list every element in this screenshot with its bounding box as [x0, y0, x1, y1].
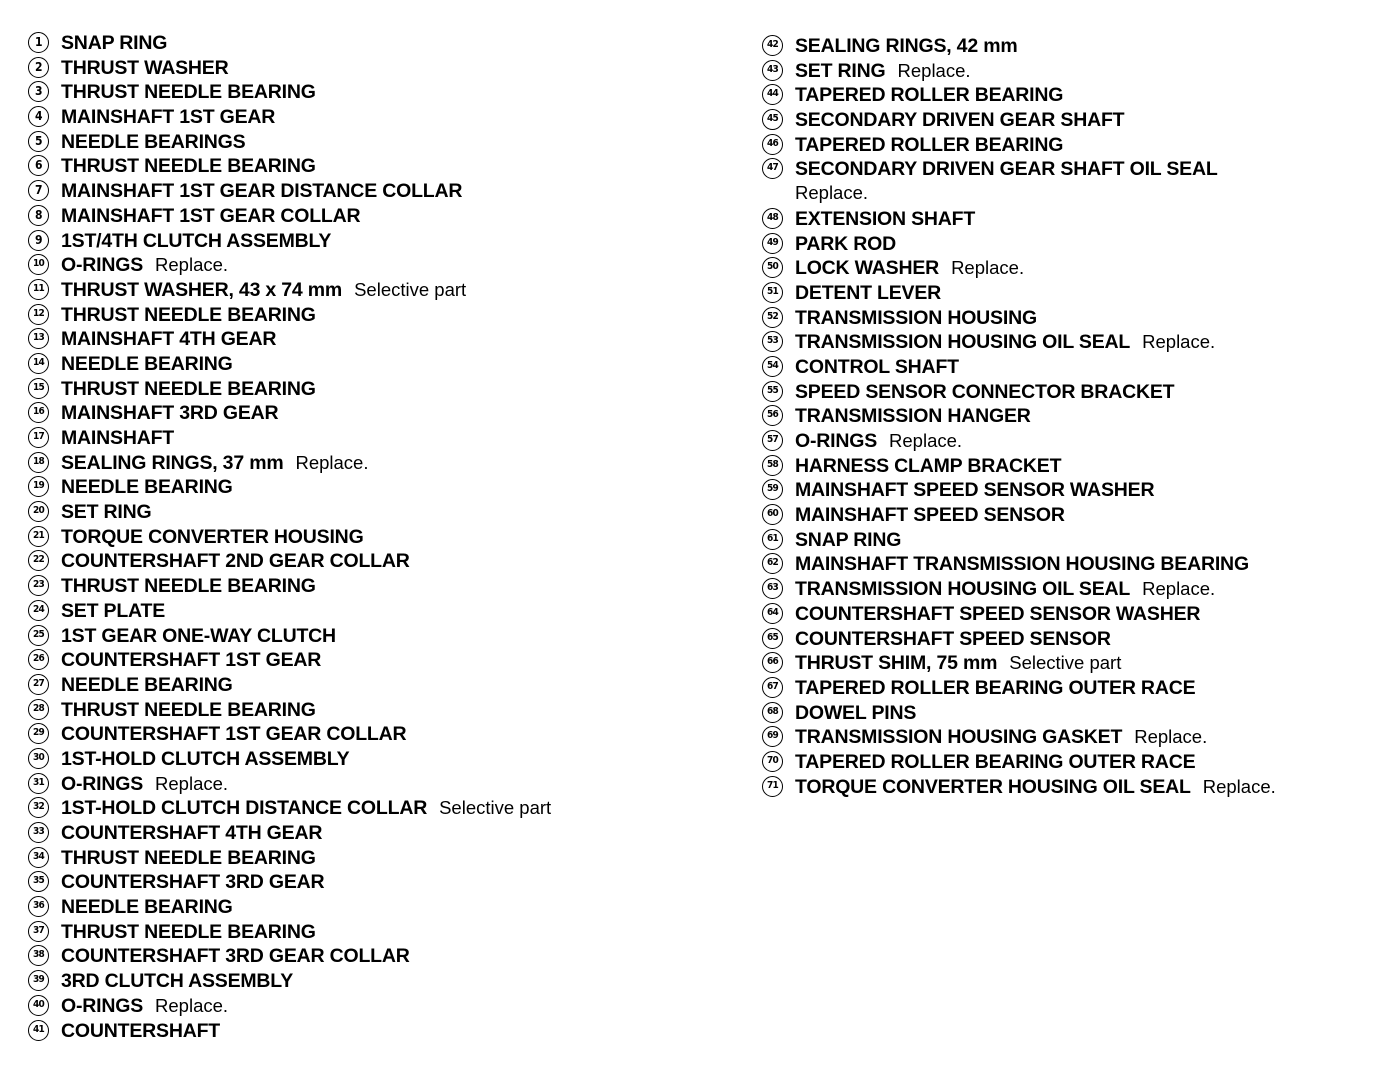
- part-name: O-RINGS: [61, 254, 144, 277]
- part-number-circle: 21: [28, 526, 49, 547]
- part-number-circle: 33: [28, 822, 49, 843]
- part-list-item: [762, 133, 1362, 158]
- part-note: Replace.: [295, 451, 369, 473]
- part-list-item: [28, 401, 728, 426]
- part-name: SET PLATE: [61, 599, 166, 622]
- part-note: Selective part: [439, 797, 552, 819]
- part-number-circle: 35: [28, 871, 49, 892]
- part-number-circle: 38: [28, 945, 49, 966]
- part-note: Selective part: [354, 278, 467, 300]
- part-number-circle: 68: [762, 702, 783, 723]
- part-name: 1ST GEAR ONE-WAY CLUTCH: [61, 624, 336, 647]
- part-number-circle: 8: [28, 205, 49, 226]
- part-name: MAINSHAFT TRANSMISSION HOUSING BEARING: [795, 553, 1249, 576]
- part-number-circle: 5: [28, 131, 49, 152]
- part-name: CONTROL SHAFT: [795, 355, 959, 378]
- part-name: COUNTERSHAFT 3RD GEAR COLLAR: [61, 945, 410, 968]
- part-name: MAINSHAFT 1ST GEAR: [61, 106, 276, 129]
- part-list-item: [762, 750, 1362, 775]
- part-name: TRANSMISSION HOUSING OIL SEAL: [795, 578, 1131, 601]
- part-name: PARK ROD: [795, 232, 896, 255]
- part-number-circle: 7: [28, 180, 49, 201]
- part-name: SET RING: [61, 501, 152, 524]
- part-list-item: [28, 56, 728, 81]
- part-number-circle: 3: [28, 81, 49, 102]
- part-list-item: [762, 108, 1362, 133]
- part-list-item: [28, 698, 728, 723]
- part-name: THRUST NEEDLE BEARING: [61, 575, 316, 598]
- part-number-circle: 36: [28, 896, 49, 917]
- part-number-circle: 18: [28, 452, 49, 473]
- part-number-circle: 49: [762, 233, 783, 254]
- part-name: NEEDLE BEARING: [61, 896, 233, 919]
- part-name: 3RD CLUTCH ASSEMBLY: [61, 970, 294, 993]
- part-name: TAPERED ROLLER BEARING: [795, 84, 1064, 107]
- part-list-item: [762, 256, 1362, 281]
- part-number-circle: 64: [762, 603, 783, 624]
- part-name: MAINSHAFT SPEED SENSOR WASHER: [795, 479, 1155, 502]
- parts-list-left-column: [28, 31, 728, 1043]
- part-number-circle: 41: [28, 1020, 49, 1041]
- part-number-circle: 30: [28, 748, 49, 769]
- part-list-item: [28, 772, 728, 797]
- part-name: TAPERED ROLLER BEARING: [795, 133, 1064, 156]
- part-name: THRUST NEEDLE BEARING: [61, 155, 316, 178]
- part-name: O-RINGS: [61, 994, 144, 1017]
- part-note: Selective part: [1009, 652, 1122, 674]
- part-name: COUNTERSHAFT 3RD GEAR: [61, 871, 325, 894]
- part-name: COUNTERSHAFT 2ND GEAR COLLAR: [61, 550, 410, 573]
- part-list-item: [28, 229, 728, 254]
- part-number-circle: 1: [28, 32, 49, 53]
- part-list-item: [28, 821, 728, 846]
- part-list-item: [28, 204, 728, 229]
- part-note: Replace.: [1134, 726, 1208, 748]
- part-number-circle: 17: [28, 427, 49, 448]
- part-number-circle: 6: [28, 155, 49, 176]
- part-list-item: [762, 602, 1362, 627]
- part-number-circle: 50: [762, 257, 783, 278]
- part-name: MAINSHAFT SPEED SENSOR: [795, 504, 1065, 527]
- part-number-circle: 52: [762, 307, 783, 328]
- part-number-circle: 31: [28, 773, 49, 794]
- part-number-circle: 23: [28, 575, 49, 596]
- part-list-item: [762, 404, 1362, 429]
- part-number-circle: 20: [28, 501, 49, 522]
- part-number-circle: 9: [28, 230, 49, 251]
- part-name: SEALING RINGS, 42 mm: [795, 35, 1018, 57]
- part-note: Replace.: [1202, 775, 1276, 797]
- part-note: Replace.: [155, 254, 229, 276]
- part-number-circle: 65: [762, 628, 783, 649]
- part-number-circle: 63: [762, 578, 783, 599]
- part-number-circle: 56: [762, 405, 783, 426]
- part-list-item: [762, 503, 1362, 528]
- part-number-circle: 69: [762, 726, 783, 747]
- part-number-circle: 4: [28, 106, 49, 127]
- part-name: EXTENSION SHAFT: [795, 207, 976, 230]
- part-list-item: [762, 775, 1362, 800]
- part-name: 1ST-HOLD CLUTCH DISTANCE COLLAR: [61, 797, 428, 820]
- part-list-item: [28, 327, 728, 352]
- part-name: COUNTERSHAFT 1ST GEAR: [61, 649, 322, 672]
- part-list-item: [762, 429, 1362, 454]
- part-name: SET RING: [795, 59, 886, 82]
- part-note: Replace.: [889, 430, 963, 452]
- part-list-item: [28, 944, 728, 969]
- part-number-circle: 43: [762, 60, 783, 81]
- part-list-item: [762, 528, 1362, 553]
- part-number-circle: 62: [762, 553, 783, 574]
- part-number-circle: 12: [28, 304, 49, 325]
- part-number-circle: 27: [28, 674, 49, 695]
- part-list-item: [28, 475, 728, 500]
- part-number-circle: 16: [28, 402, 49, 423]
- part-name: SEALING RINGS, 37 mm: [61, 451, 284, 474]
- part-number-circle: 14: [28, 353, 49, 374]
- part-list-item: [762, 701, 1362, 726]
- part-number-circle: 15: [28, 378, 49, 399]
- part-list-item: [28, 722, 728, 747]
- part-note: Replace.: [897, 59, 971, 81]
- part-note: Replace.: [951, 257, 1025, 279]
- part-list-item: [28, 352, 728, 377]
- part-list-item: [28, 80, 728, 105]
- part-list-item: [762, 207, 1362, 232]
- part-name: THRUST NEEDLE BEARING: [61, 846, 316, 869]
- part-list-item: [762, 355, 1362, 380]
- part-name: MAINSHAFT 1ST GEAR DISTANCE COLLAR: [61, 180, 463, 203]
- part-number-circle: 71: [762, 776, 783, 797]
- part-list-item: [762, 157, 1362, 206]
- part-number-circle: 61: [762, 529, 783, 550]
- part-number-circle: 58: [762, 455, 783, 476]
- part-list-item: [28, 846, 728, 871]
- part-number-circle: 66: [762, 652, 783, 673]
- part-list-item: [762, 306, 1362, 331]
- part-number-circle: 37: [28, 921, 49, 942]
- part-name: O-RINGS: [795, 430, 878, 453]
- part-list-item: [28, 253, 728, 278]
- part-number-circle: 32: [28, 797, 49, 818]
- part-list-item: [28, 870, 728, 895]
- part-name: MAINSHAFT 1ST GEAR COLLAR: [61, 204, 361, 227]
- part-name: TAPERED ROLLER BEARING OUTER RACE: [795, 676, 1196, 699]
- part-name: SPEED SENSOR CONNECTOR BRACKET: [795, 380, 1175, 403]
- part-number-circle: 55: [762, 381, 783, 402]
- part-name: TRANSMISSION HANGER: [795, 405, 1031, 428]
- part-number-circle: 48: [762, 208, 783, 229]
- part-list-item: [28, 130, 728, 155]
- part-note: Replace.: [155, 994, 229, 1016]
- part-list-item: [28, 895, 728, 920]
- part-name: 1ST/4TH CLUTCH ASSEMBLY: [61, 229, 332, 252]
- part-number-circle: 59: [762, 479, 783, 500]
- part-name: THRUST NEEDLE BEARING: [61, 698, 316, 721]
- part-list-item: [28, 377, 728, 402]
- part-number-circle: 51: [762, 282, 783, 303]
- part-number-circle: 42: [762, 35, 783, 56]
- part-list-item: [28, 648, 728, 673]
- part-number-circle: 28: [28, 699, 49, 720]
- part-list-item: [28, 31, 728, 56]
- part-number-circle: 70: [762, 751, 783, 772]
- part-list-item: [762, 34, 1362, 59]
- part-number-circle: 47: [762, 158, 783, 179]
- part-name: THRUST NEEDLE BEARING: [61, 303, 316, 326]
- part-number-circle: 19: [28, 476, 49, 497]
- part-list-item: [762, 478, 1362, 503]
- part-number-circle: 40: [28, 995, 49, 1016]
- part-number-circle: 39: [28, 970, 49, 991]
- part-name: TORQUE CONVERTER HOUSING OIL SEAL: [795, 775, 1191, 798]
- part-list-item: [762, 380, 1362, 405]
- part-list-item: [762, 627, 1362, 652]
- part-list-item: [28, 549, 728, 574]
- part-list-item: [762, 232, 1362, 257]
- part-name: O-RINGS: [61, 772, 144, 795]
- part-list-item: [28, 673, 728, 698]
- part-name: NEEDLE BEARINGS: [61, 130, 246, 153]
- part-name: SECONDARY DRIVEN GEAR SHAFT OIL SEAL: [795, 158, 1218, 181]
- part-number-circle: 11: [28, 279, 49, 300]
- part-list-item: [762, 651, 1362, 676]
- part-name: COUNTERSHAFT 4TH GEAR: [61, 822, 323, 844]
- part-list-item: [762, 676, 1362, 701]
- part-number-circle: 53: [762, 331, 783, 352]
- part-name: TAPERED ROLLER BEARING OUTER RACE: [795, 750, 1196, 773]
- part-name: NEEDLE BEARING: [61, 352, 233, 375]
- parts-list-right-column: [762, 34, 1362, 799]
- part-list-item: [28, 599, 728, 624]
- part-name: THRUST NEEDLE BEARING: [61, 920, 316, 943]
- part-list-item: [762, 577, 1362, 602]
- part-number-circle: 44: [762, 84, 783, 105]
- part-list-item: [762, 552, 1362, 577]
- part-number-circle: 24: [28, 600, 49, 621]
- part-list-item: [28, 426, 728, 451]
- part-number-circle: 34: [28, 847, 49, 868]
- part-list-item: [28, 278, 728, 303]
- part-name: DOWEL PINS: [795, 701, 917, 724]
- part-number-circle: 29: [28, 723, 49, 744]
- part-name: COUNTERSHAFT 1ST GEAR COLLAR: [61, 723, 407, 746]
- part-name: THRUST WASHER: [61, 56, 229, 79]
- part-name: SNAP RING: [61, 32, 168, 54]
- part-name: MAINSHAFT 3RD GEAR: [61, 402, 279, 425]
- part-list-item: [28, 525, 728, 550]
- part-list-item: [28, 920, 728, 945]
- part-list-item: [762, 725, 1362, 750]
- part-name: THRUST NEEDLE BEARING: [61, 81, 316, 104]
- part-note: Replace.: [155, 772, 229, 794]
- part-number-circle: 10: [28, 254, 49, 275]
- part-note: Replace.: [795, 182, 869, 204]
- part-name: COUNTERSHAFT SPEED SENSOR WASHER: [795, 602, 1201, 625]
- part-name: NEEDLE BEARING: [61, 476, 233, 499]
- part-list-item: [762, 454, 1362, 479]
- part-list-item: [762, 330, 1362, 355]
- part-number-circle: 46: [762, 134, 783, 155]
- part-number-circle: 60: [762, 504, 783, 525]
- part-name: THRUST SHIM, 75 mm: [795, 652, 998, 675]
- part-name: TRANSMISSION HOUSING GASKET: [795, 726, 1123, 749]
- part-number-circle: 25: [28, 625, 49, 646]
- part-list-item: [28, 451, 728, 476]
- part-list-item: [28, 969, 728, 994]
- part-name: NEEDLE BEARING: [61, 673, 233, 696]
- part-name: THRUST NEEDLE BEARING: [61, 377, 316, 400]
- part-number-circle: 2: [28, 57, 49, 78]
- part-name: TRANSMISSION HOUSING OIL SEAL: [795, 331, 1131, 354]
- part-name: HARNESS CLAMP BRACKET: [795, 454, 1062, 477]
- part-name: MAINSHAFT 4TH GEAR: [61, 328, 277, 351]
- part-note: Replace.: [1142, 578, 1216, 600]
- part-list-item: [28, 624, 728, 649]
- part-name: SECONDARY DRIVEN GEAR SHAFT: [795, 109, 1125, 132]
- part-name: LOCK WASHER: [795, 257, 940, 280]
- part-number-circle: 22: [28, 550, 49, 571]
- part-name: SNAP RING: [795, 528, 902, 551]
- part-name: DETENT LEVER: [795, 281, 942, 304]
- part-list-item: [762, 281, 1362, 306]
- part-note: Replace.: [1142, 331, 1216, 353]
- part-list-item: [762, 83, 1362, 108]
- part-list-item: [28, 1019, 728, 1044]
- part-name: 1ST-HOLD CLUTCH ASSEMBLY: [61, 747, 350, 770]
- part-number-circle: 45: [762, 109, 783, 130]
- part-list-item: [28, 574, 728, 599]
- part-name: THRUST WASHER, 43 x 74 mm: [61, 278, 343, 301]
- part-name: TRANSMISSION HOUSING: [795, 306, 1037, 329]
- part-number-circle: 13: [28, 328, 49, 349]
- part-name: COUNTERSHAFT: [61, 1019, 221, 1042]
- part-list-item: [28, 500, 728, 525]
- part-number-circle: 54: [762, 356, 783, 377]
- part-list-item: [28, 747, 728, 772]
- part-list-item: [762, 59, 1362, 84]
- part-name: MAINSHAFT: [61, 427, 175, 449]
- part-number-circle: 26: [28, 649, 49, 670]
- part-name: COUNTERSHAFT SPEED SENSOR: [795, 627, 1111, 650]
- part-number-circle: 57: [762, 430, 783, 451]
- part-list-item: [28, 179, 728, 204]
- part-list-item: [28, 994, 728, 1019]
- part-list-item: [28, 303, 728, 328]
- part-number-circle: 67: [762, 677, 783, 698]
- part-list-item: [28, 154, 728, 179]
- part-list-item: [28, 105, 728, 130]
- part-name: TORQUE CONVERTER HOUSING: [61, 525, 364, 548]
- part-list-item: [28, 796, 728, 821]
